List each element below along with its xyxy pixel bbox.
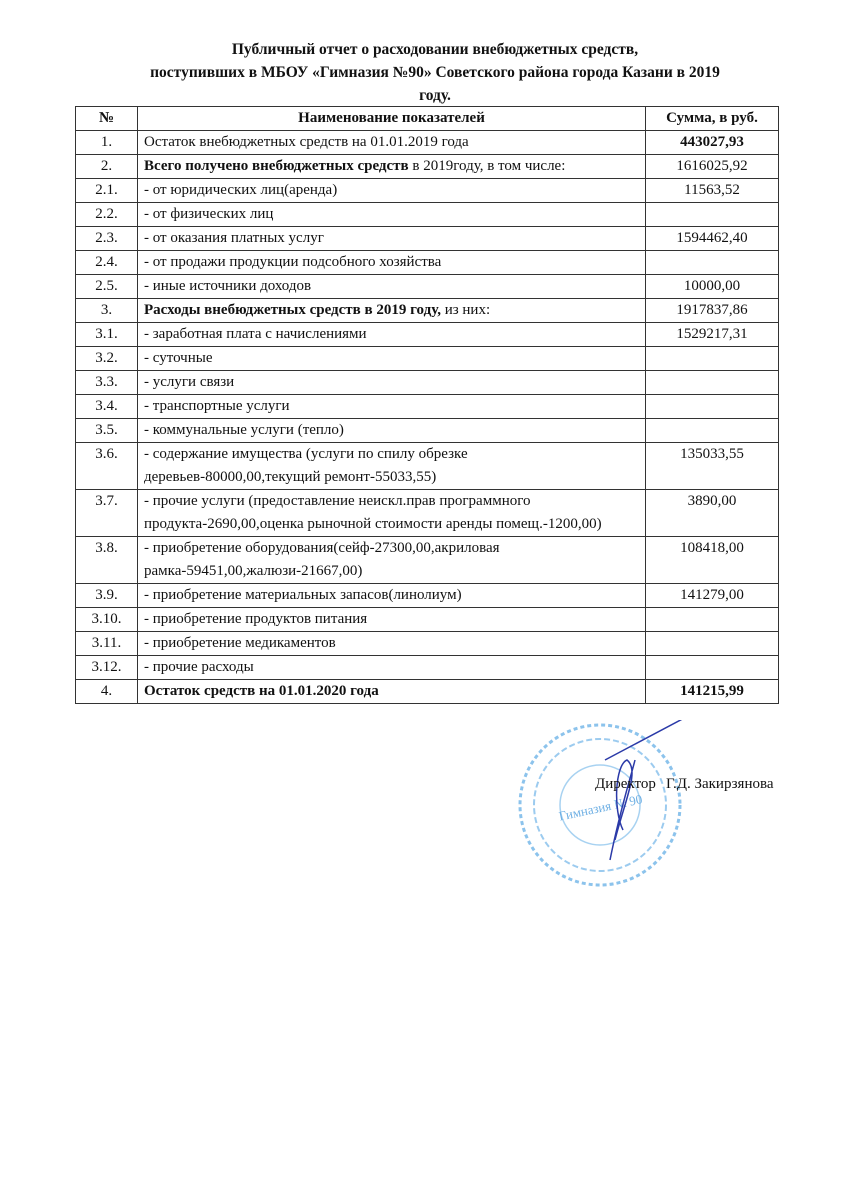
row-label [138,680,646,704]
official-stamp [515,720,685,890]
header-sum: Сумма, в руб. [646,107,779,131]
row-sum [646,251,779,275]
title-line-2: поступивших в МБОУ «Гимназия №90» Советского района города Казани в 2019 [150,64,720,81]
row-number: 2.2. [76,203,138,227]
table-row [76,395,779,419]
row-sum: 141279,00 [646,584,779,608]
row-label [138,395,646,419]
row-sum: 443027,93 [646,131,779,155]
svg-text:Гимназия № 90: Гимназия № 90 [557,791,644,824]
row-number: 1. [76,131,138,155]
row-label-text: - транспортные услуги [144,398,290,414]
row-sum [646,371,779,395]
row-label-text: - прочие расходы [144,659,254,675]
row-label-text: - от юридических лиц(аренда) [144,182,338,198]
row-label-text: в 2019году, в том числе: [408,158,566,174]
row-sum: 141215,99 [646,680,779,704]
row-number: 2.4. [76,251,138,275]
row-label [138,608,646,632]
row-label [138,323,646,347]
row-label-text: - услуги связи [144,374,235,390]
row-sum: 1594462,40 [646,227,779,251]
header-name: Наименование показателей [138,107,646,131]
row-label [138,179,646,203]
table-row [76,347,779,371]
table-row [76,227,779,251]
row-label-bold: Расходы внебюджетных средств в 2019 году, [144,302,441,318]
row-label [138,490,646,537]
row-number: 3.3. [76,371,138,395]
row-sum [646,419,779,443]
row-number: 3.5. [76,419,138,443]
row-label-text: - коммунальные услуги (тепло) [144,422,344,438]
row-label-text: Остаток внебюджетных средств на 01.01.2019 года [144,134,469,150]
row-number: 3.9. [76,584,138,608]
row-sum [646,632,779,656]
table-row [76,680,779,704]
row-label-text: - от оказания платных услуг [144,230,324,246]
row-number: 2.5. [76,275,138,299]
signature-name: Г.Д. Закирзянова [666,776,774,792]
row-label-text: - от продажи продукции подсобного хозяйства [144,254,442,270]
row-label [138,537,646,584]
row-number: 3.2. [76,347,138,371]
table-row [76,275,779,299]
row-label [138,584,646,608]
signature-position: Директор [595,776,656,792]
header-number: № [76,107,138,131]
row-number: 3.7. [76,490,138,537]
table-row [76,155,779,179]
table-row [76,371,779,395]
row-number: 3.12. [76,656,138,680]
table-row [76,299,779,323]
report-table [75,106,779,704]
row-label-text: - приобретение материальных запасов(линолиум) [144,587,462,603]
table-row [76,537,779,584]
row-number: 2. [76,155,138,179]
table-row [76,323,779,347]
row-label [138,155,646,179]
table-row [76,656,779,680]
table-row [76,131,779,155]
table-row [76,490,779,537]
title-line-1: Публичный отчет о расходовании внебюджетных средств, [231,41,639,58]
row-sum: 10000,00 [646,275,779,299]
row-label [138,275,646,299]
row-label [138,299,646,323]
row-sum [646,347,779,371]
row-label [138,443,646,490]
row-sum: 135033,55 [646,443,779,490]
row-number: 2.3. [76,227,138,251]
table-row [76,443,779,490]
row-sum: 1917837,86 [646,299,779,323]
table-row [76,419,779,443]
row-label [138,131,646,155]
table-row [76,179,779,203]
row-label-text: из них: [440,302,491,318]
row-number: 2.1. [76,179,138,203]
row-sum: 3890,00 [646,490,779,537]
row-sum [646,656,779,680]
row-label-text: - прочие услуги (предоставление неискл.прав программного продукта-2690,00,оценка рыночной стоимости аренды помещ.-1200,00) [144,493,602,532]
row-label-text: - приобретение оборудования(сейф-27300,00,акриловая рамка-59451,00,жалюзи-21667,00) [144,540,500,579]
row-label-text: - суточные [144,350,213,366]
table-row [76,632,779,656]
row-label [138,371,646,395]
row-label [138,203,646,227]
row-sum: 1616025,92 [646,155,779,179]
table-row [76,584,779,608]
row-number: 3.8. [76,537,138,584]
row-label-text: - содержание имущества (услуги по спилу обрезке деревьев-80000,00,текущий ремонт-55033,55) [144,446,468,485]
row-number: 3.10. [76,608,138,632]
row-label [138,251,646,275]
row-label [138,227,646,251]
row-sum: 11563,52 [646,179,779,203]
row-number: 4. [76,680,138,704]
row-label [138,656,646,680]
document-title [75,38,795,107]
row-label-text: - заработная плата с начислениями [144,326,367,342]
row-label [138,419,646,443]
row-sum: 1529217,31 [646,323,779,347]
row-sum [646,203,779,227]
table-row [76,251,779,275]
row-sum [646,608,779,632]
row-number: 3.4. [76,395,138,419]
row-sum [646,395,779,419]
title-line-3: году. [419,87,451,104]
row-number: 3.6. [76,443,138,490]
row-label-text: - от физических лиц [144,206,274,222]
table-header-row [76,107,779,131]
row-label [138,632,646,656]
table-row [76,203,779,227]
row-label-text: - приобретение медикаментов [144,635,336,651]
row-label-bold: Всего получено внебюджетных средств [144,158,409,174]
row-label-text: - приобретение продуктов питания [144,611,368,627]
row-number: 3. [76,299,138,323]
row-sum: 108418,00 [646,537,779,584]
row-number: 3.1. [76,323,138,347]
table-row [76,608,779,632]
row-label [138,347,646,371]
row-label-text: - иные источники доходов [144,278,312,294]
row-label-bold: Остаток средств на 01.01.2020 года [144,683,379,699]
row-number: 3.11. [76,632,138,656]
